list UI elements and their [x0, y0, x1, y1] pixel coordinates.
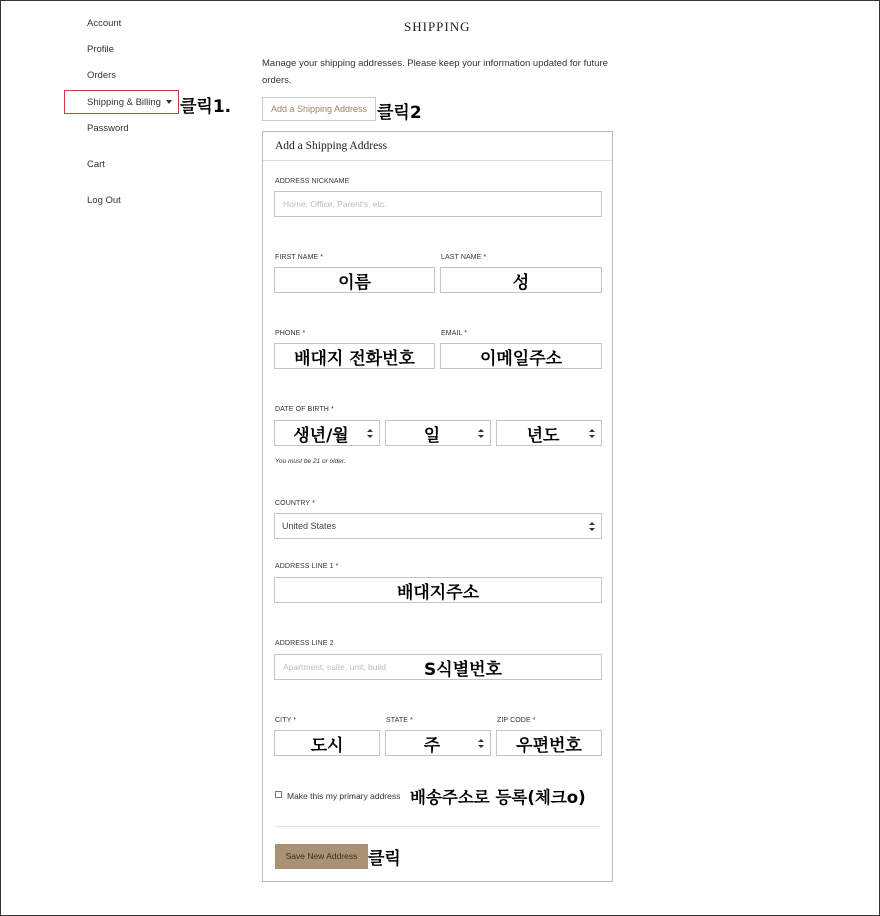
select-arrows-icon: [589, 522, 595, 531]
birth-day-select[interactable]: [385, 420, 491, 446]
nickname-placeholder: Home, Office, Parent's, etc.: [283, 199, 387, 209]
page-title: SHIPPING: [404, 19, 471, 34]
address1-annotation: 배대지주소: [396, 582, 480, 603]
sidebar-item-label: Shipping & Billing: [87, 97, 161, 108]
panel-header: [263, 132, 612, 161]
sidebar-item-cart[interactable]: Cart: [87, 159, 105, 170]
primary-address-checkbox[interactable]: [275, 791, 282, 798]
annotation-click2: 클릭2: [377, 103, 422, 123]
sidebar-item-logout[interactable]: Log Out: [87, 195, 121, 206]
first-name-input[interactable]: [274, 267, 435, 293]
first-name-annotation: 이름: [338, 272, 371, 293]
annotation-primary: 배송주소로 등록(체크o): [410, 788, 586, 807]
birth-month-annotation: 생년/월: [293, 425, 349, 446]
state-label: STATE *: [386, 717, 413, 724]
nickname-input[interactable]: [274, 191, 602, 217]
highlight-box: [64, 90, 179, 114]
last-name-input[interactable]: [440, 267, 602, 293]
divider: [275, 826, 600, 827]
select-arrows-icon: [478, 429, 484, 438]
address1-label: ADDRESS LINE 1 *: [275, 563, 339, 570]
sidebar-item-profile[interactable]: Profile: [87, 44, 114, 55]
country-value: United States: [282, 521, 337, 531]
zip-annotation: 우편번호: [516, 735, 582, 756]
country-select[interactable]: [274, 513, 602, 539]
annotation-save-click: 클릭: [368, 849, 401, 869]
phone-label: PHONE *: [275, 330, 306, 337]
nickname-label: ADDRESS NICKNAME: [275, 178, 350, 185]
intro-text: Manage your shipping addresses. Please keep your information updated for future orders.: [262, 58, 608, 86]
zip-input[interactable]: [496, 730, 602, 756]
annotation-click1: 클릭1.: [180, 97, 232, 117]
last-name-annotation: 성: [512, 272, 530, 293]
email-input[interactable]: [440, 343, 602, 369]
address2-annotation: S식별번호: [424, 659, 502, 680]
address2-label: ADDRESS LINE 2: [275, 640, 334, 647]
add-shipping-address-button[interactable]: Add a Shipping Address: [262, 97, 376, 121]
birth-month-select[interactable]: [274, 420, 380, 446]
zip-label: ZIP CODE *: [497, 717, 536, 724]
address1-input[interactable]: [274, 577, 602, 603]
dob-note: You must be 21 or older.: [275, 458, 346, 465]
email-label: EMAIL *: [441, 330, 468, 337]
city-input[interactable]: [274, 730, 380, 756]
city-label: CITY *: [275, 717, 297, 724]
state-select[interactable]: [385, 730, 491, 756]
first-name-label: FIRST NAME *: [275, 254, 324, 261]
primary-address-label[interactable]: Make this my primary address: [287, 791, 401, 801]
panel-title: Add a Shipping Address: [275, 140, 388, 152]
dob-label: DATE OF BIRTH *: [275, 406, 334, 413]
address2-placeholder: Apartment, suite, unit, build: [283, 662, 387, 672]
city-annotation: 도시: [310, 735, 344, 756]
select-arrows-icon: [367, 429, 373, 438]
add-address-panel: [262, 131, 613, 882]
save-new-address-button[interactable]: Save New Address: [275, 844, 368, 869]
birth-year-select[interactable]: [496, 420, 602, 446]
address2-input[interactable]: [274, 654, 602, 680]
last-name-label: LAST NAME *: [441, 254, 487, 261]
phone-input[interactable]: [274, 343, 435, 369]
select-arrows-icon: [589, 429, 595, 438]
phone-annotation: 배대지 전화번호: [294, 348, 415, 369]
email-annotation: 이메일주소: [479, 348, 563, 369]
sidebar-item-orders[interactable]: Orders: [87, 70, 117, 81]
birth-day-annotation: 일: [423, 425, 441, 446]
country-label: COUNTRY *: [275, 500, 315, 507]
select-arrows-icon: [478, 739, 484, 748]
sidebar-item-password[interactable]: Password: [87, 123, 129, 134]
sidebar-item-account[interactable]: Account: [87, 18, 122, 29]
state-annotation: 주: [423, 735, 441, 756]
birth-year-annotation: 년도: [526, 425, 560, 446]
